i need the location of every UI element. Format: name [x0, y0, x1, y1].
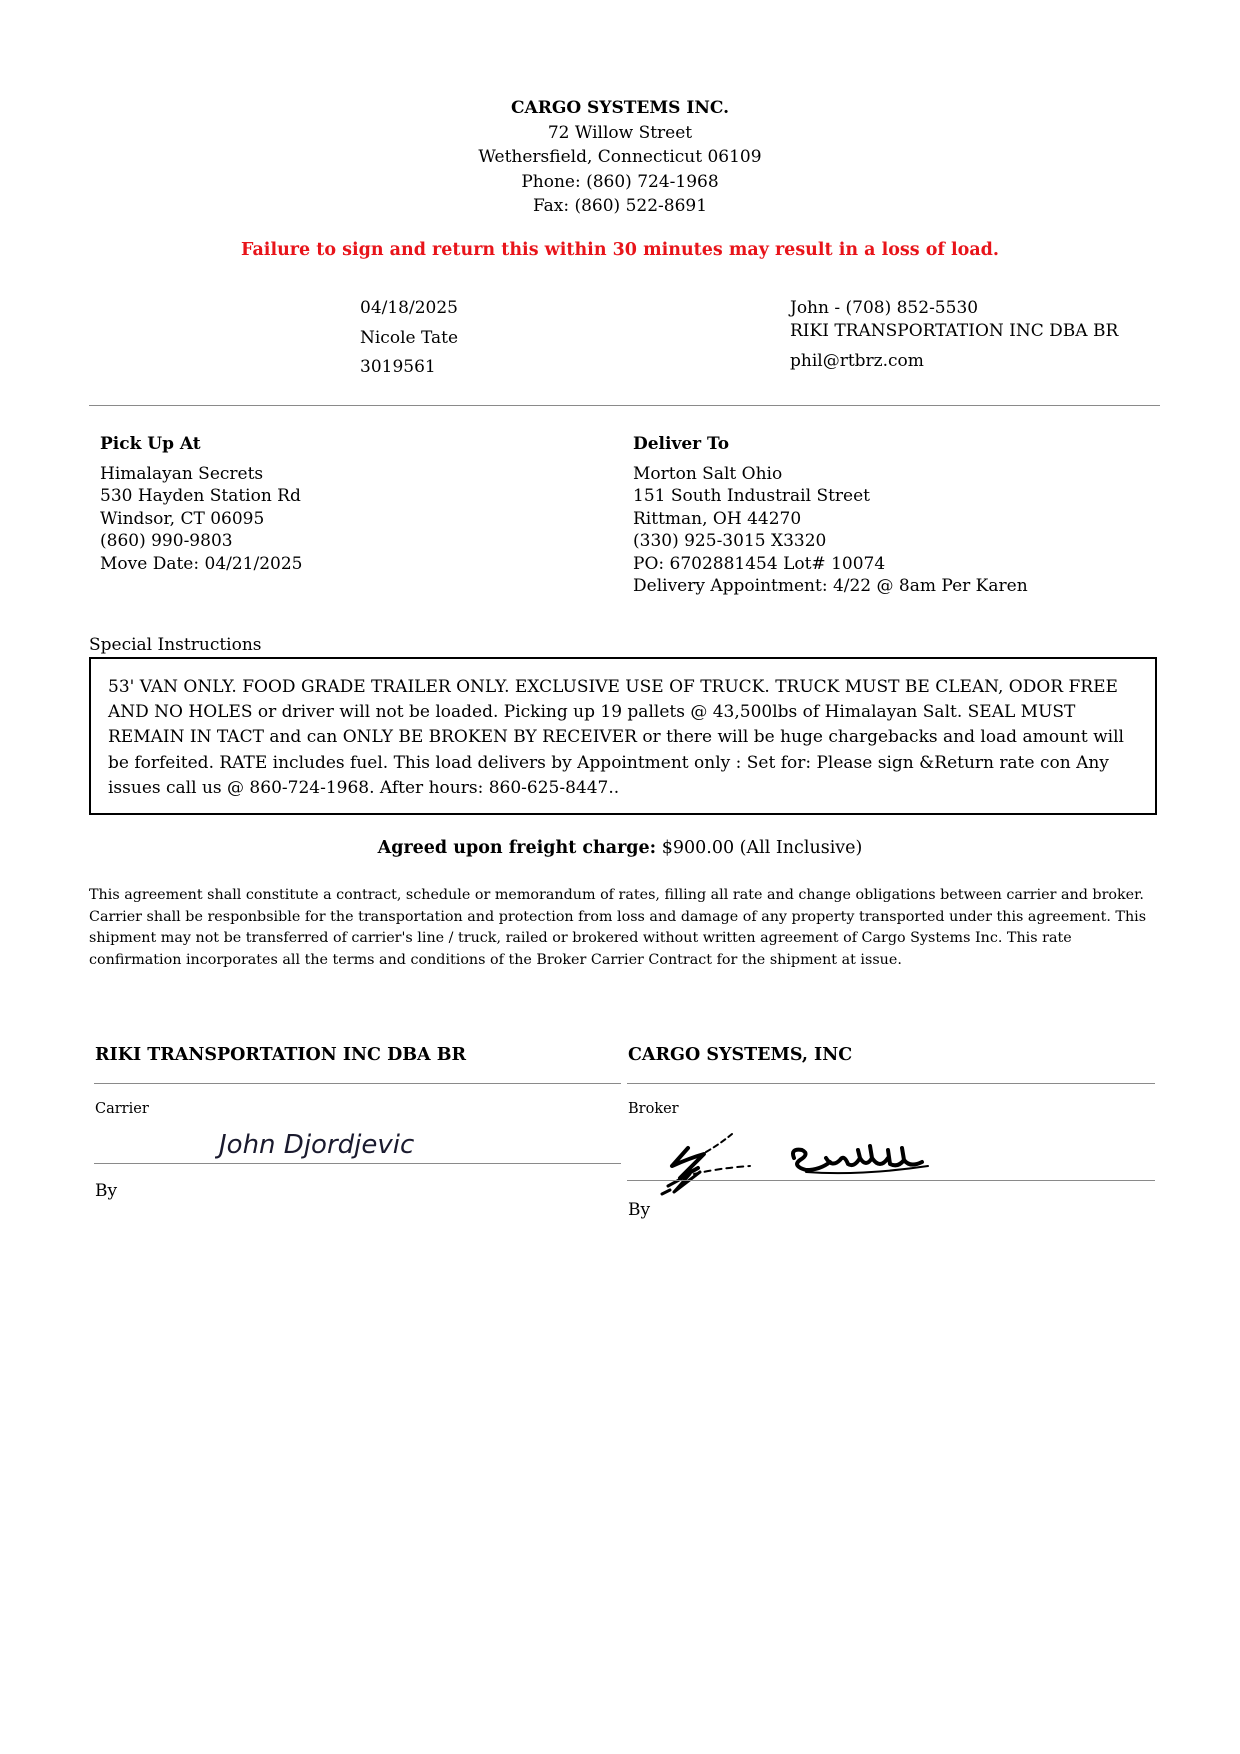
deliver-line: (330) 925-3015 X3320 [633, 531, 827, 551]
pickup-line: (860) 990-9803 [100, 531, 233, 551]
company-name: CARGO SYSTEMS INC. [510, 98, 730, 118]
to-value-line2: RIKI TRANSPORTATION INC DBA BR [790, 321, 1119, 341]
deliver-line: PO: 6702881454 Lot# 10074 [633, 553, 886, 574]
company-phone: Phone: (860) 724-1968 [521, 171, 719, 192]
carrier-by-label: By [95, 1181, 118, 1201]
pickup-line: 530 Hayden Station Rd [100, 486, 301, 506]
special-instructions-label: Special Instructions [89, 635, 262, 655]
terms-paragraph: This agreement shall constitute a contract, schedule or memorandum of rates, filling all rate and change obligations between carrier and broker. Carrier shall be responbsible for the transportation and protection from loss and damage of any property transported under this agreement. This shipment may not be transferred of carrier's line / truck, railed or brokered without written agreement of Cargo Systems Inc. This rate confirmation incorporates all the terms and conditions of the Broker Carrier Contract for the shipment at issue. [89, 887, 1147, 968]
company-header [0, 96, 1240, 219]
pickup-title: Pick Up At [100, 434, 201, 454]
broker-company: CARGO SYSTEMS, INC [628, 1045, 853, 1065]
warning-notice: Failure to sign and return this within 30 minutes may result in a loss of load. [240, 240, 1000, 260]
trip-value: 3019561 [360, 357, 436, 377]
email-value: phil@rtbrz.com [790, 351, 924, 371]
pickup-line: Windsor, CT 06095 [100, 508, 265, 529]
date-value: 04/18/2025 [360, 298, 458, 318]
deliver-line: 151 South Industrail Street [633, 486, 871, 506]
freight-charge [0, 838, 1240, 858]
company-street: 72 Willow Street [547, 122, 693, 143]
carrier-company: RIKI TRANSPORTATION INC DBA BR [95, 1045, 467, 1065]
deliver-appointment: Delivery Appointment: 4/22 @ 8am Per Karen [633, 576, 1028, 596]
to-value-line1: John - (708) 852-5530 [790, 298, 979, 318]
company-city: Wethersfield, Connecticut 06109 [478, 147, 762, 167]
deliver-line: Morton Salt Ohio [633, 463, 783, 484]
carrier-signature: John Djordjevic [219, 1130, 415, 1160]
special-instructions-box: 53' VAN ONLY. FOOD GRADE TRAILER ONLY. EXCLUSIVE USE OF TRUCK. TRUCK MUST BE CLEAN, ODOR FREE AND NO HOLES or driver will not be loaded. Picking up 19 pallets @ 43,500lbs of Himalayan Salt. SEAL MUST REMAIN IN TACT and can ONLY BE BROKEN BY RECEIVER or there will be huge chargebacks and load amount will be forfeited. RATE includes fuel. This load delivers by Appointment only : Set for: Please sign &Return rate con Any issues call us @ 860-724-1968. After hours: 860-625-8447.. [89, 657, 1157, 815]
carrier-role: Carrier [95, 1101, 149, 1117]
broker-role: Broker [628, 1101, 679, 1117]
deliver-section [633, 433, 1028, 598]
carrier-signature-image [215, 1120, 415, 1166]
pickup-line: Himalayan Secrets [100, 463, 264, 484]
from-value: Nicole Tate [360, 328, 459, 348]
carrier-company-rule [94, 1083, 621, 1084]
header-divider [89, 405, 1160, 406]
carrier-signature-rule [94, 1163, 621, 1164]
broker-signature-rule [627, 1180, 1155, 1181]
pickup-section [100, 433, 302, 575]
company-fax: Fax: (860) 522-8691 [532, 196, 708, 216]
broker-signature-image [660, 1128, 940, 1200]
deliver-title: Deliver To [633, 434, 730, 454]
broker-company-rule [627, 1083, 1155, 1084]
pickup-move-date: Move Date: 04/21/2025 [100, 553, 303, 574]
freight-charge-label: Agreed upon freight charge: [377, 838, 657, 858]
deliver-line: Rittman, OH 44270 [633, 508, 802, 529]
freight-charge-value: $900.00 (All Inclusive) [661, 838, 863, 858]
broker-by-label: By [628, 1200, 651, 1220]
